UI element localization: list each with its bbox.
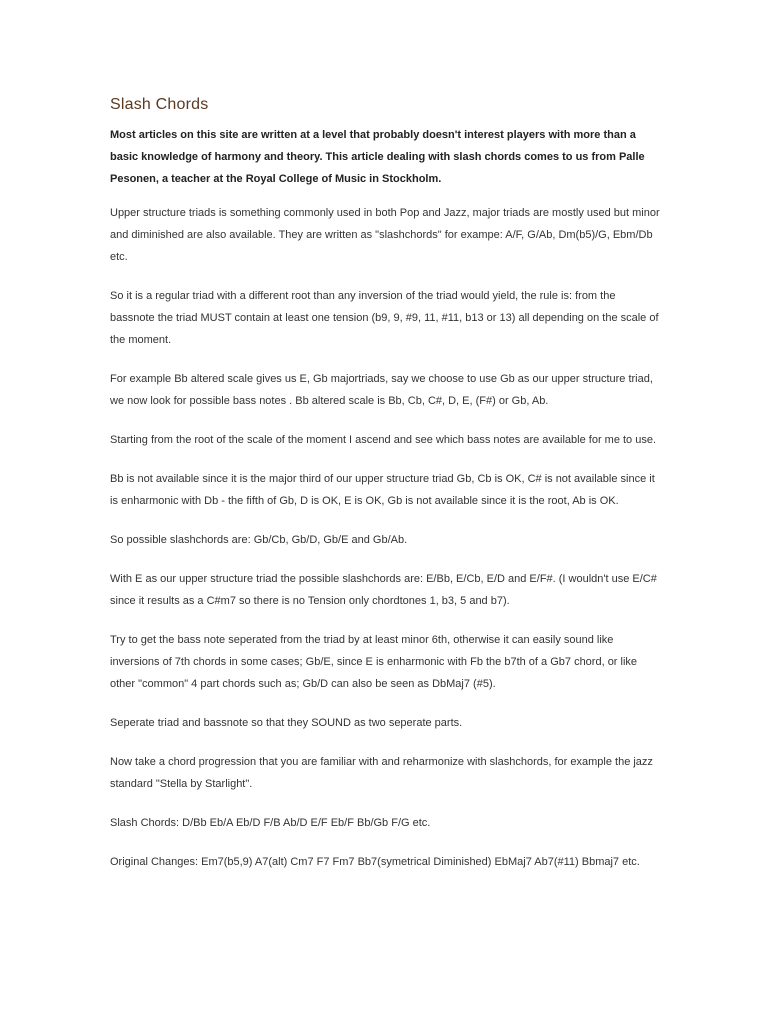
- article: [110, 94, 662, 890]
- paragraph: Starting from the root of the scale of the moment I ascend and see which bass notes are available for me to use.: [110, 434, 657, 446]
- paragraph: So possible slashchords are: Gb/Cb, Gb/D, Gb/E and Gb/Ab.: [110, 534, 408, 546]
- paragraph: Slash Chords: D/Bb Eb/A Eb/D F/B Ab/D E/F Eb/F Bb/Gb F/G etc.: [110, 817, 431, 829]
- paragraph: Now take a chord progression that you are familiar with and reharmonize with slashchords, for example the jazz standard "Stella by Starlight".: [110, 756, 653, 790]
- paragraph: Bb is not available since it is the major third of our upper structure triad Gb, Cb is OK, C# is not available since it is enharmonic with Db - the fifth of Gb, D is OK, E is OK, Gb is not available since it is the root, Ab is OK.: [110, 473, 655, 507]
- paragraph: For example Bb altered scale gives us E, Gb majortriads, say we choose to use Gb as our upper structure triad, we now look for possible bass notes . Bb altered scale is Bb, Cb, C#, D, E, (F#) or Gb, Ab.: [110, 373, 653, 407]
- paragraph: With E as our upper structure triad the possible slashchords are: E/Bb, E/Cb, E/D and E/F#. (I wouldn't use E/C# since it results as a C#m7 so there is no Tension only chordtones 1, b3, 5 and b7).: [110, 573, 657, 607]
- article-intro: Most articles on this site are written at a level that probably doesn't interest players with more than a basic knowledge of harmony and theory. This article dealing with slash chords comes to us from Palle Pesonen, a teacher at the Royal College of Music in Stockholm.: [110, 129, 645, 185]
- paragraph: Seperate triad and bassnote so that they SOUND as two seperate parts.: [110, 717, 463, 729]
- paragraph: So it is a regular triad with a different root than any inversion of the triad would yield, the rule is: from the bassnote the triad MUST contain at least one tension (b9, 9, #9, 11, #11, b13 or 13) all depending on the scale of the moment.: [110, 290, 659, 346]
- article-title: Slash Chords: [110, 96, 209, 113]
- paragraph: Try to get the bass note seperated from the triad by at least minor 6th, otherwise it can easily sound like inversions of 7th chords in some cases; Gb/E, since E is enharmonic with Fb the b7th of a Gb7 chord, or like other "common" 4 part chords such as; Gb/D can also be seen as DbMaj7 (#5).: [110, 634, 638, 690]
- paragraph: Original Changes: Em7(b5,9) A7(alt) Cm7 F7 Fm7 Bb7(symetrical Diminished) EbMaj7 Ab7(#11) Bbmaj7 etc.: [110, 856, 640, 868]
- paragraph: Upper structure triads is something commonly used in both Pop and Jazz, major triads are mostly used but minor and diminished are also available. They are written as "slashchords" for exampe: A/F, G/Ab, Dm(b5)/G, Ebm/Db etc.: [110, 207, 660, 263]
